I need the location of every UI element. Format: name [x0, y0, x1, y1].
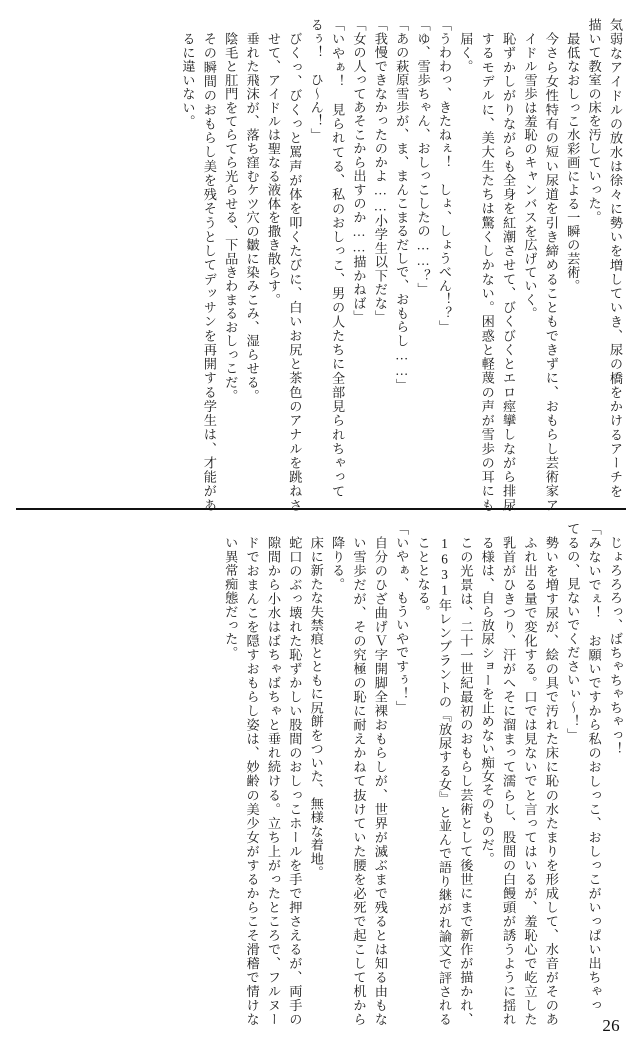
paragraph-text: 自分のひざ曲げＶ字開脚全裸おもらしが、世界が滅ぶまで残るとは知る由もない雪歩だが、その究極の恥に耐えかねて抜けていた腰を必死で起こして机から降りる。	[330, 536, 388, 1026]
paragraph-text: 気弱なアイドルの放水は徐々に勢いを増していき、尿の橋をかけるアーチを描いて教室の床を汚していった。	[586, 18, 623, 498]
paragraph-text: 「いやぁ！ 見られてる、私のおしっこ、男の人たちに全部見られちゃってるぅ！ ひ～ん！」	[308, 18, 346, 498]
paragraph-text: 陰毛と肛門をてらてら光らせる、下品きわまるおしっこだ。	[223, 32, 239, 403]
paragraph	[605, 522, 626, 1012]
paragraph	[455, 18, 519, 512]
paragraph-text: 最低なおしっこ水彩画による一瞬の芸術。	[565, 32, 581, 293]
paragraph	[348, 18, 369, 498]
paragraph-text: 「ゆ、雪歩ちゃん、おしっこしたの……？」	[415, 18, 431, 297]
paragraph	[434, 18, 455, 498]
page-number: 26	[602, 1016, 620, 1035]
paragraph-text: じょろろろっ、ばちゃちゃちゃっ！	[608, 536, 623, 756]
paragraph	[562, 18, 583, 498]
paragraph	[327, 522, 391, 1026]
paragraph	[391, 522, 412, 1012]
paragraph-text: 「我慢できなかったのかよ……小学生以下だな」	[372, 18, 388, 324]
paragraph	[562, 522, 605, 1012]
paragraph	[412, 522, 476, 1026]
paragraph-text: 恥ずかしがりながらも全身を紅潮させて、びくびくとエロ痙攣しながら排尿するモデルに、美大生たちは驚くしかない。困惑と軽蔑の声が雪歩の耳にも届く。	[458, 32, 517, 512]
paragraph-text: 垂れた飛沫が、落ち窪むケツ穴の皺に染みこみ、湿らせる。	[244, 32, 260, 403]
paragraph-text: 「あの萩原雪歩が、ま、まんこまるだしで、おもらし……」	[394, 18, 410, 393]
paragraph	[391, 18, 412, 498]
paragraph-text: 蛇口のぶっ壊れた恥ずかしい股間のおしっこホールを手で押さえるが、両手の隙間から小水はばちゃばちゃと垂れ続ける。立ち上がったところで、フルヌードでおまんこを隠すおもらし姿は、妙齢の美少女がするからこそ滑稽で情けない異常痴態だった。	[223, 536, 303, 1026]
paragraph-text: 「うわわっ、きたねぇ！ しょ、しょうべん！？」	[437, 18, 452, 334]
paragraph-text: 床に新たな失禁痕とともに尻餅をついた、無様な着地。	[308, 536, 324, 880]
paragraph	[263, 18, 306, 512]
paragraph-text: 今さら女性特有の短い尿道を引き締めることもできずに、おもらし芸術家アイドル雪歩は羞恥のキャンバスを広げていく。	[522, 32, 559, 512]
paragraph	[220, 522, 306, 1026]
paragraph-text: 「いやぁ、もういやですぅ！」	[394, 522, 410, 715]
paragraph-text: 「女の人ってあそこから出すのか……描かねば」	[351, 18, 367, 324]
paragraph	[583, 18, 626, 498]
paragraph-text: びくっ、びくっと罵声が体を叩くたびに、白いお尻と茶色のアナルを跳ねさせて、アイドルは聖なる液体を撒き散らす。	[266, 32, 303, 512]
paragraph	[476, 522, 562, 1026]
paragraph	[370, 18, 391, 498]
paragraph-text: この光景は、二十一世紀最初のおもらし芸術として後世にまで新作が描かれ、1631年レンブラントの『放尿する女』と並んで語り継がれ論文で評されることとなる。	[415, 536, 474, 1026]
paragraph	[177, 18, 220, 512]
paragraph	[241, 18, 262, 498]
paragraph-text: 「みないでぇ！ お願いですから私のおしっこ、おしっこがいっぱい出ちゃってるの、見ないでくださいぃ～！」	[565, 522, 602, 1012]
paragraph	[220, 18, 241, 498]
paragraph	[519, 18, 562, 512]
paragraph-text: その瞬間のおもらし美を残そうとしてデッサンを再開する学生は、才能があるに違いない。	[180, 32, 217, 512]
top-text-block	[16, 18, 626, 512]
paragraph	[305, 18, 348, 498]
paragraph-text: 勢いを増す尿が、絵の具で汚れた床に恥の水たまりを形成して、水音がそのあふれ出る量で変化する。口では見ないでと言ってはいるが、羞恥心で屹立した乳首がひきつり、汗がへそに溜まって濡らし、股間の白饅頭が誘うように揺れる様は、自ら放尿ショーを止めない痴女そのものだ。	[479, 536, 559, 1026]
paragraph	[412, 18, 433, 498]
paragraph	[305, 522, 326, 1012]
